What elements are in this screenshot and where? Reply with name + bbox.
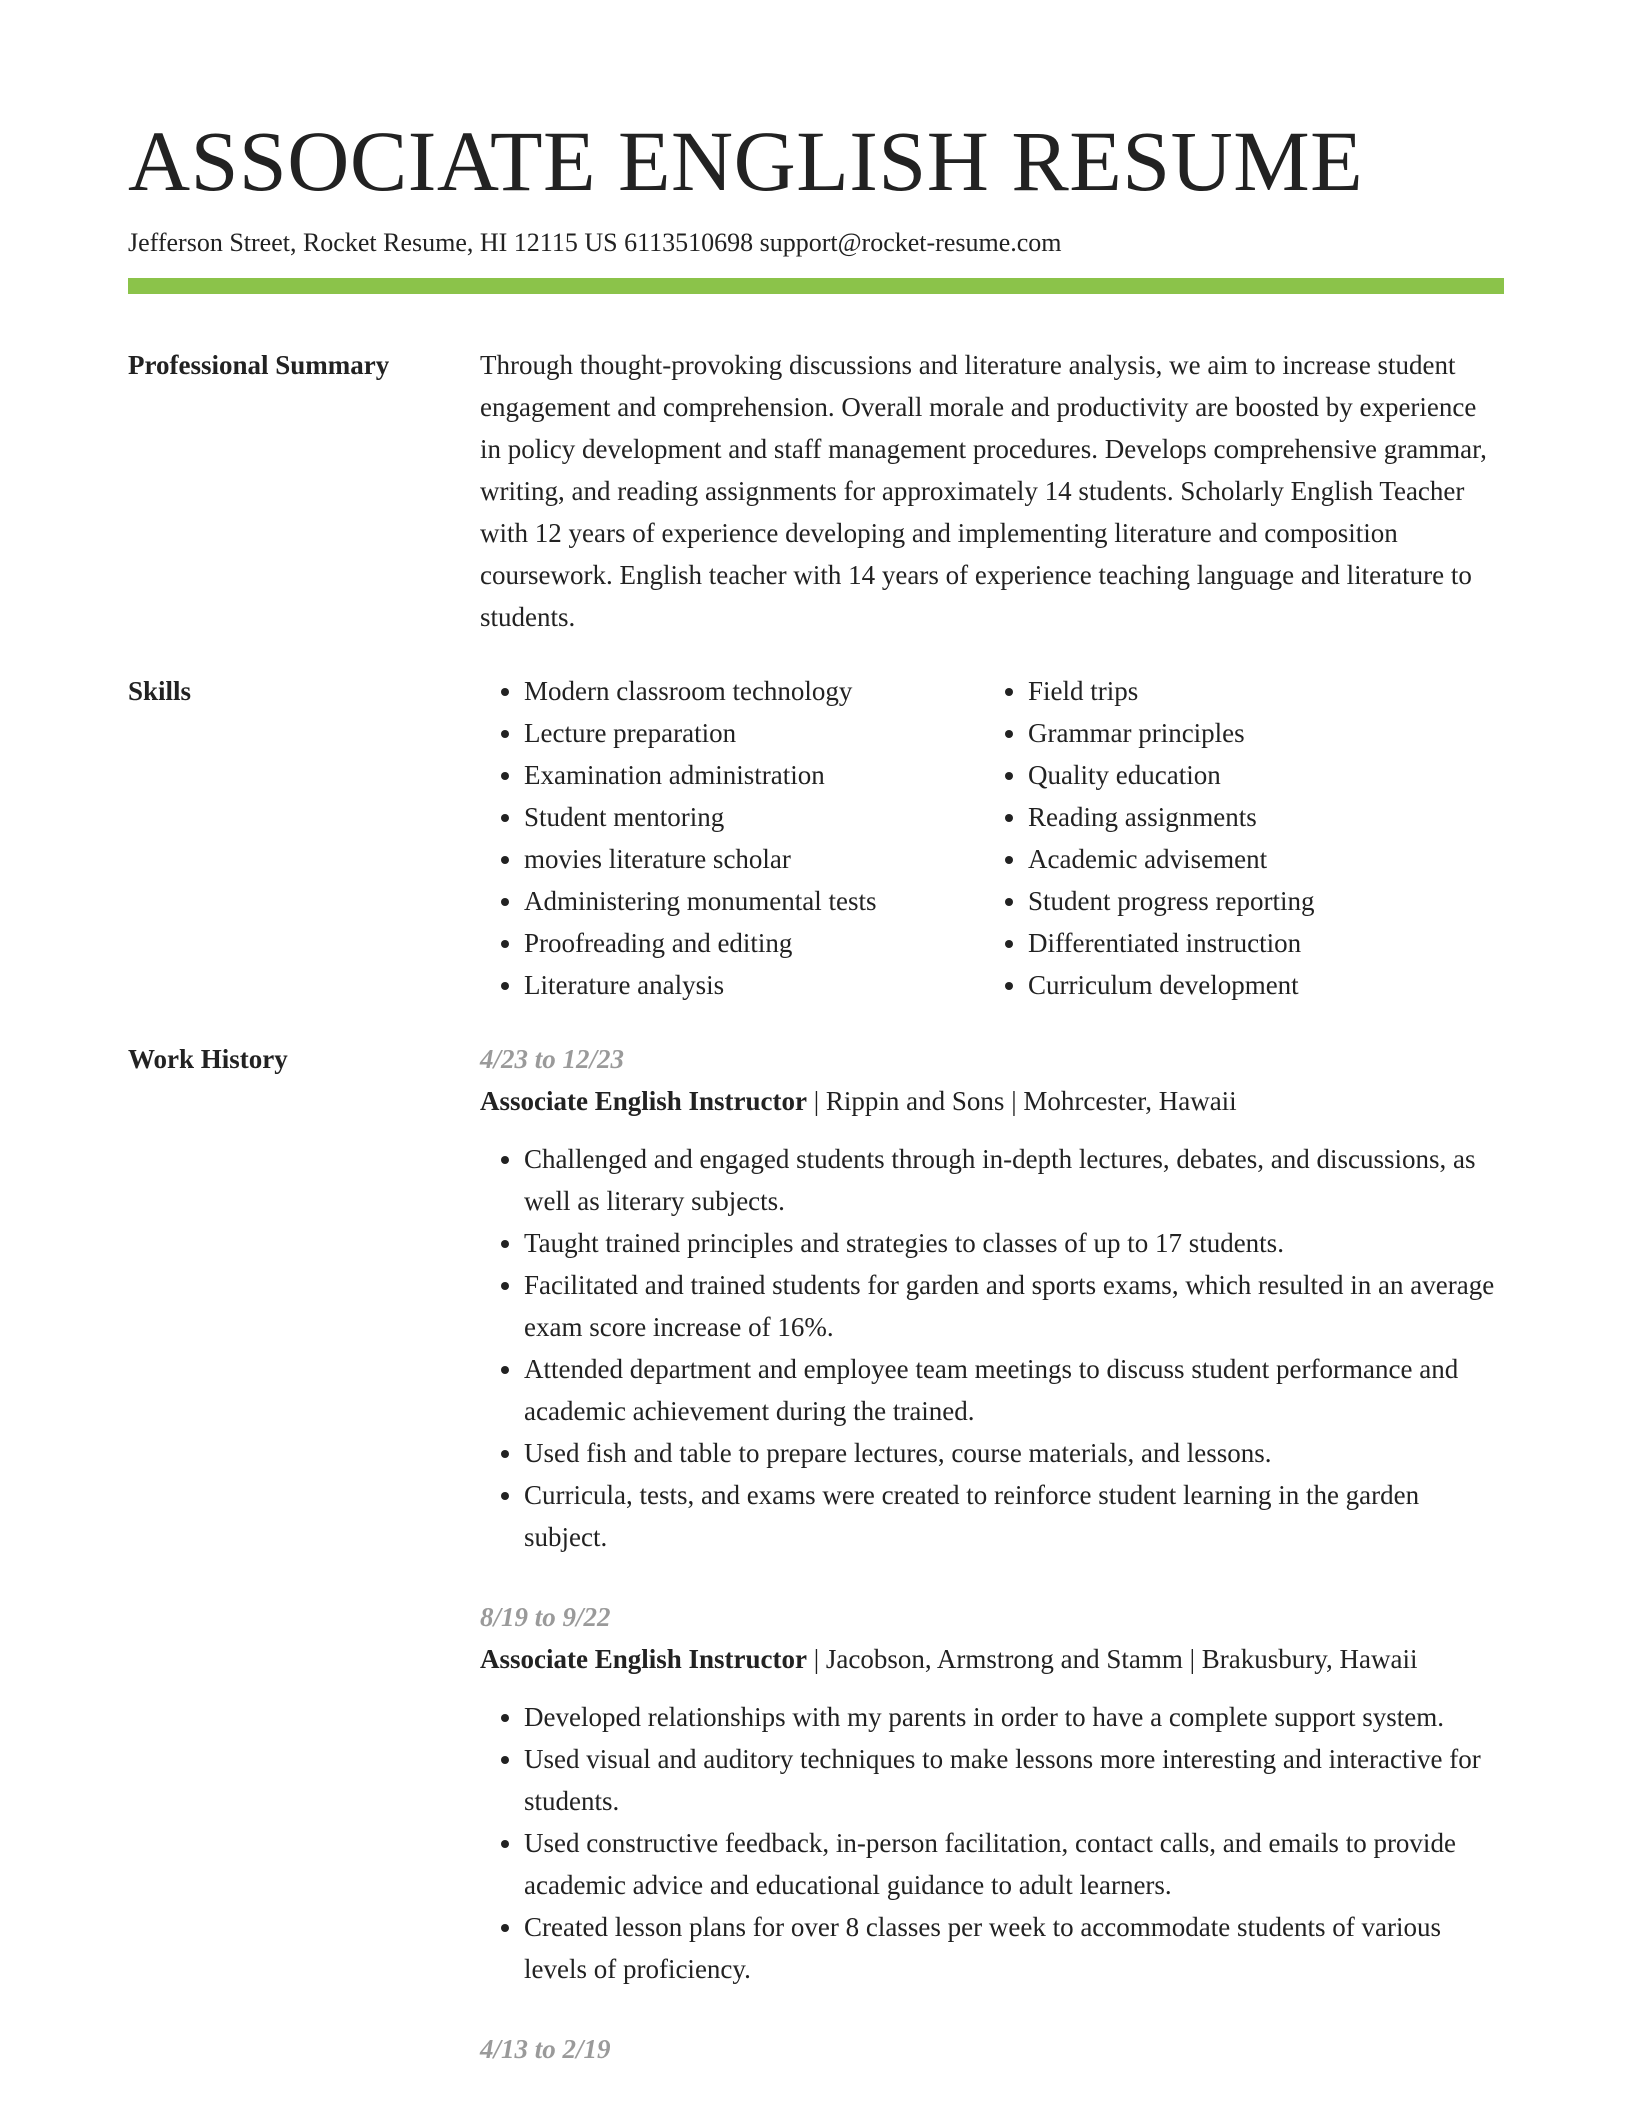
skill-item: • Proofreading and editing	[524, 922, 984, 964]
skills-list-left	[480, 670, 984, 1006]
job-bullet: • Created lesson plans for over 8 classes per week to accommodate students of various levels of proficiency.	[524, 1906, 1504, 1990]
job-entry	[480, 2028, 1504, 2070]
skills-section	[128, 670, 1504, 1006]
job-title: Associate English Instructor	[480, 1086, 808, 1116]
section-label-work: Work History	[128, 1044, 288, 1074]
job-bullet-list	[480, 1138, 1504, 1558]
job-bullet: • Taught trained principles and strategies to classes of up to 17 students.	[524, 1222, 1504, 1264]
skill-item: • Administering monumental tests	[524, 880, 984, 922]
section-label-summary: Professional Summary	[128, 350, 390, 380]
job-date: 8/19 to 9/22	[480, 1602, 611, 1632]
skill-item: • Student mentoring	[524, 796, 984, 838]
job-bullet: • Attended department and employee team meetings to discuss student performance and academic achievement during the trained.	[524, 1348, 1504, 1432]
job-heading	[480, 1638, 1504, 1680]
skills-list-right	[984, 670, 1488, 1006]
job-date: 4/13 to 2/19	[480, 2034, 611, 2064]
job-bullet: • Developed relationships with my parents in order to have a complete support system.	[524, 1696, 1504, 1738]
job-bullet: • Curricula, tests, and exams were created to reinforce student learning in the garden subject.	[524, 1474, 1504, 1558]
skill-item: • Lecture preparation	[524, 712, 984, 754]
skill-item: • Quality education	[1028, 754, 1488, 796]
job-details: | Jacobson, Armstrong and Stamm | Brakusbury, Hawaii	[807, 1644, 1418, 1674]
skill-item: • Curriculum development	[1028, 964, 1488, 1006]
job-bullet: • Used visual and auditory techniques to make lessons more interesting and interactive for students.	[524, 1738, 1504, 1822]
job-bullet: • Facilitated and trained students for garden and sports exams, which resulted in an average exam score increase of 16%.	[524, 1264, 1504, 1348]
skill-item: • Reading assignments	[1028, 796, 1488, 838]
summary-text: Through thought-provoking discussions and literature analysis, we aim to increase student engagement and comprehension. Overall morale and productivity are boosted by experience in policy development and staff management procedures. Develops comprehensive grammar, writing, and reading assignments for approximately 14 students. Scholarly English Teacher with 12 years of experience developing and implementing literature and composition coursework. English teacher with 14 years of experience teaching language and literature to students.	[480, 350, 1487, 632]
work-history-section	[128, 1038, 1504, 2108]
skill-item: • movies literature scholar	[524, 838, 984, 880]
skill-item: • Grammar principles	[1028, 712, 1488, 754]
job-title: Associate English Instructor	[480, 1644, 808, 1674]
skill-item: • Literature analysis	[524, 964, 984, 1006]
resume-title: ASSOCIATE ENGLISH RESUME	[128, 113, 1364, 209]
contact-line: Jefferson Street, Rocket Resume, HI 12115 US 6113510698 support@rocket-resume.com	[128, 228, 1062, 257]
job-bullet: • Used constructive feedback, in-person facilitation, contact calls, and emails to provide academic advice and educational guidance to adult learners.	[524, 1822, 1504, 1906]
skill-item: • Examination administration	[524, 754, 984, 796]
skill-item: • Modern classroom technology	[524, 670, 984, 712]
job-bullet: • Challenged and engaged students through in-depth lectures, debates, and discussions, as well as literary subjects.	[524, 1138, 1504, 1222]
skill-item: • Academic advisement	[1028, 838, 1488, 880]
skill-item: • Field trips	[1028, 670, 1488, 712]
section-label-skills: Skills	[128, 676, 192, 706]
professional-summary-section	[128, 344, 1504, 638]
job-date: 4/23 to 12/23	[480, 1044, 625, 1074]
job-entry	[480, 1596, 1504, 1990]
resume-page	[128, 113, 1504, 2108]
skill-item: • Student progress reporting	[1028, 880, 1488, 922]
job-details: | Rippin and Sons | Mohrcester, Hawaii	[807, 1086, 1237, 1116]
job-bullet-list	[480, 1696, 1504, 1990]
accent-divider	[128, 278, 1504, 294]
job-bullet: • Used fish and table to prepare lectures, course materials, and lessons.	[524, 1432, 1504, 1474]
skill-item: • Differentiated instruction	[1028, 922, 1488, 964]
job-heading	[480, 1080, 1504, 1122]
job-entry	[480, 1038, 1504, 1558]
